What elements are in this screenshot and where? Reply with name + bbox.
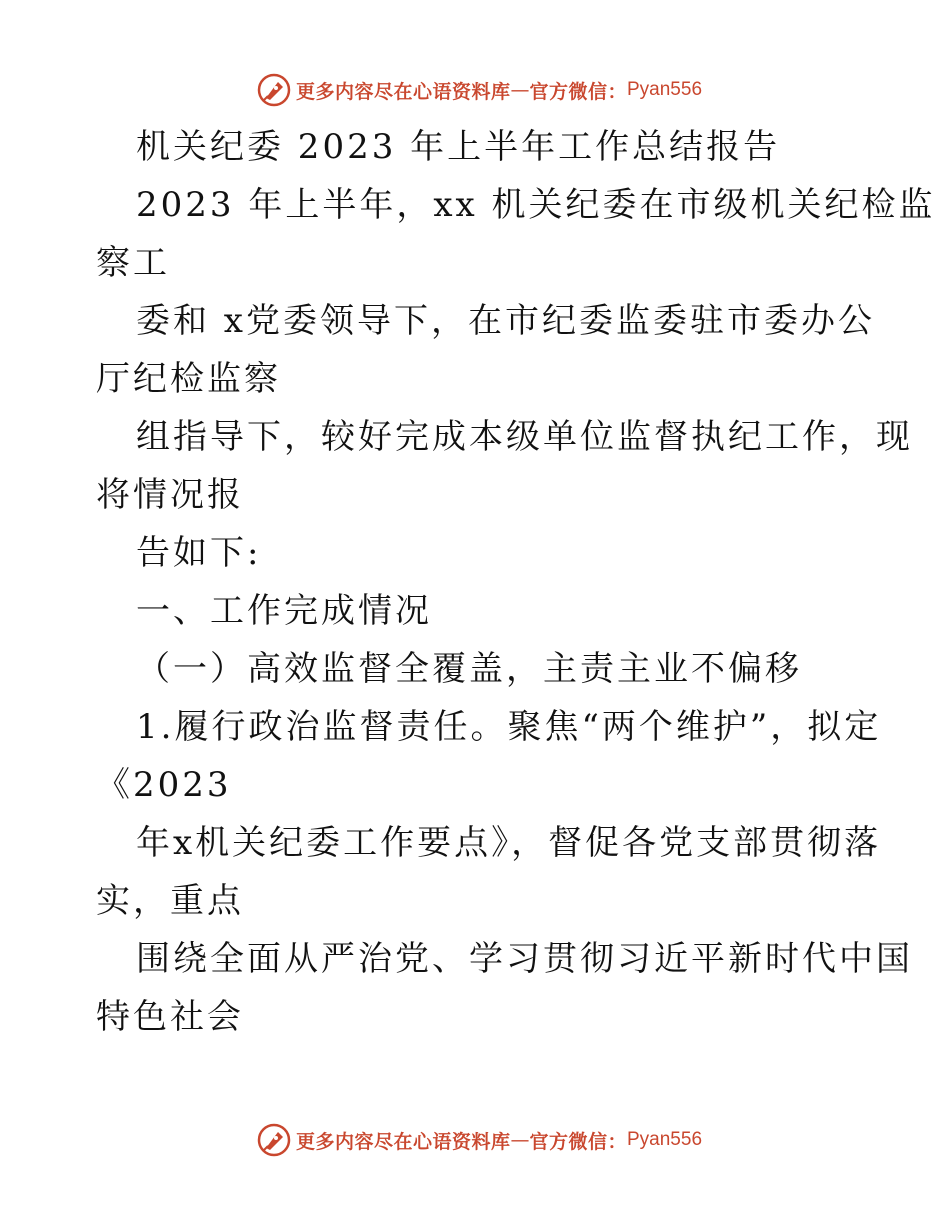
watermark-contact-id: Pyan556 — [627, 1129, 703, 1150]
watermark-separator: — — [510, 79, 530, 101]
watermark-content — [256, 72, 702, 108]
watermark-text: 更多内容尽在心语资料库 — [295, 80, 511, 103]
paragraph-line: 委和 x党委领导下，在市纪委监委驻市委办公 — [136, 301, 875, 341]
paragraph-line: 特色社会 — [96, 997, 244, 1037]
watermark-contact-id: Pyan556 — [627, 79, 703, 100]
watermark-text: 更多内容尽在心语资料库 — [295, 1130, 511, 1153]
header-watermark — [0, 70, 950, 110]
paragraph-line: 察工 — [96, 243, 170, 283]
watermark-content — [256, 1122, 702, 1158]
paragraph-line: 厅纪检监察 — [96, 359, 281, 399]
subsection-heading: （一）高效监督全覆盖，主责主业不偏移 — [136, 649, 802, 689]
watermark-separator: — — [510, 1129, 530, 1151]
paragraph-line: 告如下: — [136, 533, 262, 573]
pen-nib-icon — [256, 72, 292, 108]
watermark-contact-label: 官方微信： — [529, 1130, 627, 1153]
paragraph-line: 组指导下，较好完成本级单位监督执纪工作，现 — [136, 417, 913, 457]
paragraph-line: 2023 年上半年，xx 机关纪委在市级机关纪检监 — [136, 185, 936, 225]
watermark-contact-label: 官方微信： — [529, 80, 627, 103]
paragraph-line: 《2023 — [96, 765, 232, 805]
section-heading: 一、工作完成情况 — [136, 591, 432, 631]
paragraph-line: 年x机关纪委工作要点》，督促各党支部贯彻落 — [136, 823, 882, 863]
footer-watermark — [0, 1120, 950, 1160]
pen-nib-icon — [256, 1122, 292, 1158]
paragraph-line: 1.履行政治监督责任。聚焦“两个维护”，拟定 — [136, 707, 882, 747]
paragraph-line: 实，重点 — [96, 881, 244, 921]
document-title: 机关纪委 2023 年上半年工作总结报告 — [136, 127, 781, 167]
paragraph-line: 围绕全面从严治党、学习贯彻习近平新时代中国 — [136, 939, 913, 979]
paragraph-line: 将情况报 — [96, 475, 244, 515]
